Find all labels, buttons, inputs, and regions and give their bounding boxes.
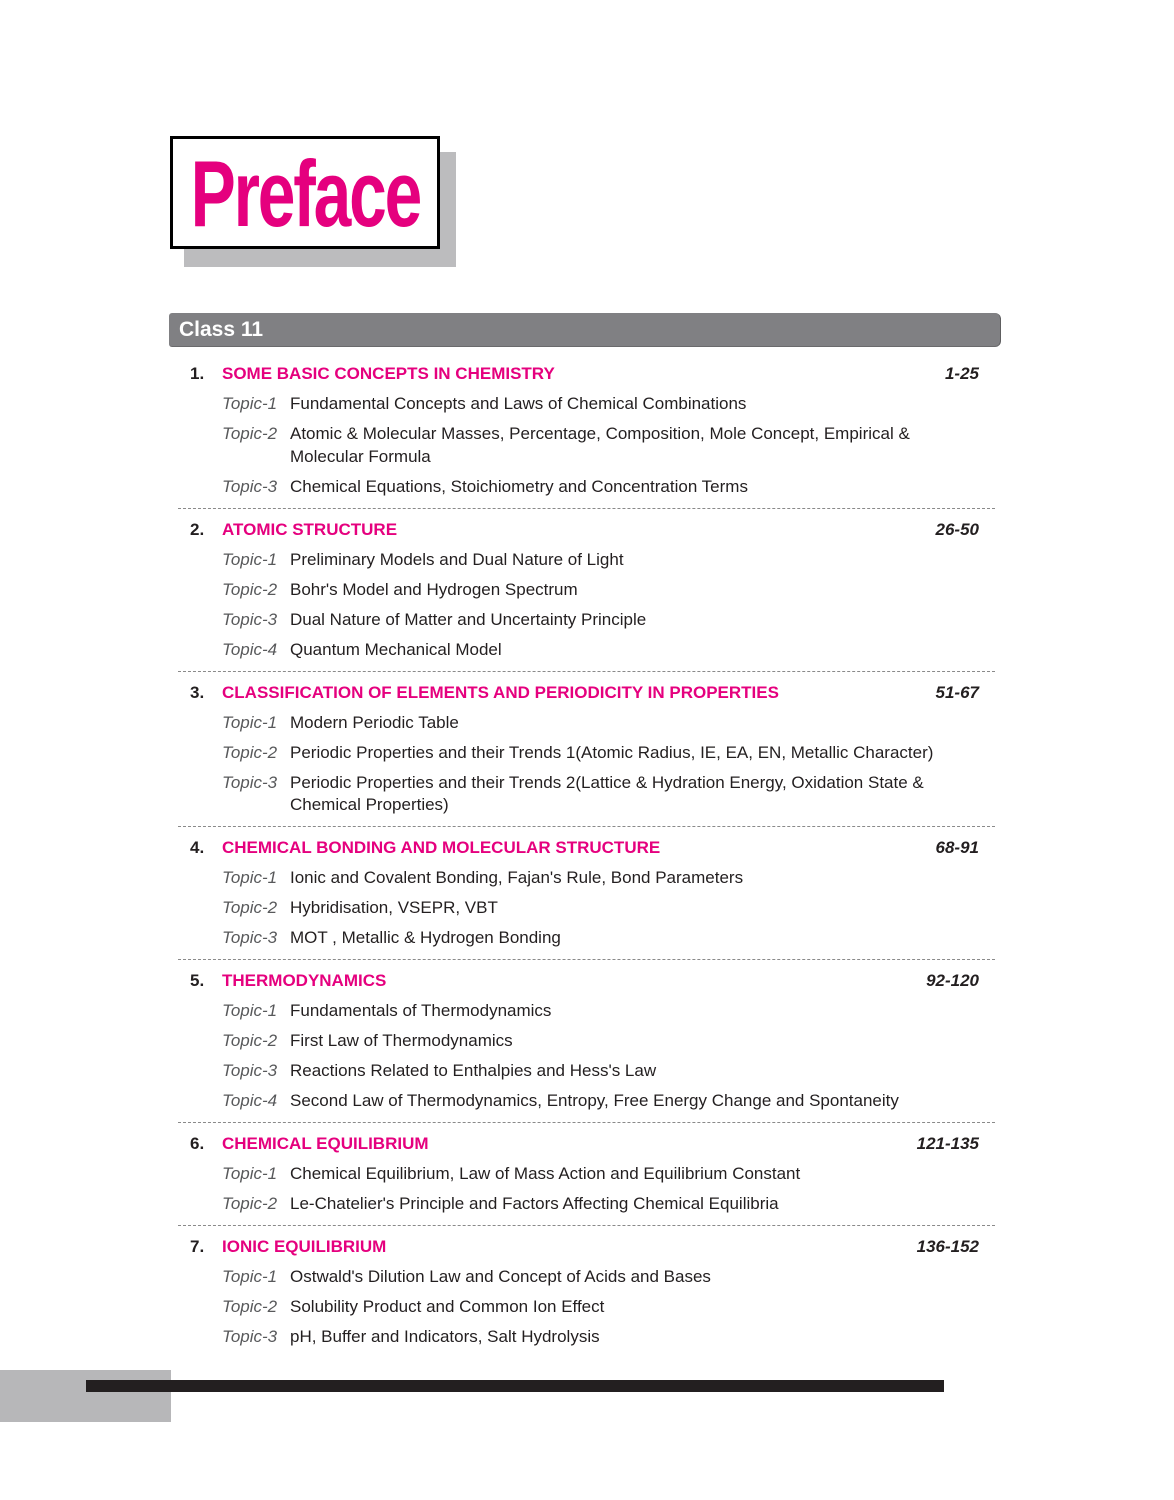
topic-row xyxy=(178,768,995,821)
topic-label: Topic-1 xyxy=(222,1267,278,1286)
chapter-heading xyxy=(178,1232,995,1262)
chapter-number xyxy=(162,833,222,863)
chapter-number-text: 4. xyxy=(190,838,205,857)
topic-title[interactable]: Atomic & Molecular Masses, Percentage, Composition, Mole Concept, Empirical & Molecular Formula xyxy=(290,424,910,466)
topic-label: Topic-1 xyxy=(222,394,278,413)
topic-label: Topic-2 xyxy=(222,1297,278,1316)
chapter-number xyxy=(162,678,222,708)
topic-row xyxy=(178,708,995,738)
chapter-entry xyxy=(178,359,995,509)
topic-row xyxy=(178,1262,995,1292)
chapter-entry xyxy=(178,515,995,672)
chapter-number-text: 6. xyxy=(190,1134,205,1153)
topic-row xyxy=(178,738,995,768)
topic-title[interactable]: Ostwald's Dilution Law and Concept of Acids and Bases xyxy=(290,1267,711,1286)
topic-title[interactable]: Reactions Related to Enthalpies and Hess's Law xyxy=(290,1061,657,1080)
chapter-number xyxy=(162,359,222,389)
topic-title[interactable]: Fundamental Concepts and Laws of Chemical Combinations xyxy=(290,394,747,413)
chapter-heading xyxy=(178,678,995,708)
chapter-number-text: 1. xyxy=(190,364,205,383)
chapter-title[interactable]: IONIC EQUILIBRIUM xyxy=(222,1237,387,1256)
topic-label: Topic-1 xyxy=(222,868,278,887)
chapter-number xyxy=(162,966,222,996)
topic-row xyxy=(178,1292,995,1322)
chapter-number xyxy=(162,1129,222,1159)
topic-label: Topic-4 xyxy=(222,639,278,659)
topic-row xyxy=(178,1026,995,1056)
topic-title[interactable]: Bohr's Model and Hydrogen Spectrum xyxy=(290,579,578,599)
topic-label: Topic-2 xyxy=(222,1031,278,1050)
chapter-page-range: 121-135 xyxy=(916,1134,979,1153)
chapter-title[interactable]: CHEMICAL BONDING AND MOLECULAR STRUCTURE xyxy=(222,838,661,857)
topic-row xyxy=(178,1189,995,1219)
topic-title[interactable]: Periodic Properties and their Trends 1(Atomic Radius, IE, EA, EN, Metallic Character) xyxy=(290,742,934,762)
chapter-page-range: 51-67 xyxy=(935,682,979,702)
topic-title[interactable]: Quantum Mechanical Model xyxy=(290,639,502,659)
chapter-heading xyxy=(178,359,995,389)
chapter-number xyxy=(162,515,222,545)
chapter-title[interactable]: SOME BASIC CONCEPTS IN CHEMISTRY xyxy=(222,364,555,383)
chapter-number-text: 5. xyxy=(190,971,205,990)
topic-label: Topic-3 xyxy=(222,772,278,792)
footer-gray-block xyxy=(0,1370,171,1422)
topic-title[interactable]: Le-Chatelier's Principle and Factors Affecting Chemical Equilibria xyxy=(290,1194,779,1213)
topic-title[interactable]: Second Law of Thermodynamics, Entropy, Free Energy Change and Spontaneity xyxy=(290,1091,899,1110)
chapter-number xyxy=(162,1232,222,1262)
topic-row xyxy=(178,1159,995,1189)
topic-title[interactable]: Preliminary Models and Dual Nature of Light xyxy=(290,549,624,569)
chapter-entry xyxy=(178,678,995,828)
topic-row xyxy=(178,1322,995,1352)
topic-label: Topic-1 xyxy=(222,1001,278,1020)
chapter-number-text: 7. xyxy=(190,1237,205,1256)
topic-title[interactable]: Chemical Equilibrium, Law of Mass Action and Equilibrium Constant xyxy=(290,1164,801,1183)
topic-title[interactable]: Chemical Equations, Stoichiometry and Concentration Terms xyxy=(290,476,748,496)
topic-row xyxy=(178,996,995,1026)
topic-label: Topic-2 xyxy=(222,579,278,599)
chapter-number-text: 2. xyxy=(190,519,205,539)
page-title: Preface xyxy=(190,140,420,246)
chapter-entry xyxy=(178,966,995,1123)
topic-title[interactable]: Periodic Properties and their Trends 2(Lattice & Hydration Energy, Oxidation State & Chemical Properties) xyxy=(290,772,924,814)
chapter-page-range: 1-25 xyxy=(944,364,979,383)
topic-row xyxy=(178,472,995,502)
chapter-page-range: 92-120 xyxy=(926,971,979,990)
topic-row xyxy=(178,635,995,665)
topic-label: Topic-3 xyxy=(222,476,278,496)
topic-row xyxy=(178,575,995,605)
topic-row xyxy=(178,1056,995,1086)
preface-title-block xyxy=(170,136,440,249)
chapter-heading xyxy=(178,833,995,863)
footer-rule xyxy=(86,1380,944,1392)
table-of-contents xyxy=(178,359,995,1364)
topic-label: Topic-3 xyxy=(222,609,278,629)
topic-row xyxy=(178,605,995,635)
topic-row xyxy=(178,1086,995,1116)
topic-title[interactable]: Fundamentals of Thermodynamics xyxy=(290,1001,552,1020)
topic-label: Topic-2 xyxy=(222,424,278,443)
chapter-title[interactable]: THERMODYNAMICS xyxy=(222,971,387,990)
chapter-page-range: 26-50 xyxy=(935,519,979,539)
chapter-title[interactable]: CLASSIFICATION OF ELEMENTS AND PERIODICITY IN PROPERTIES xyxy=(222,682,779,702)
chapter-heading xyxy=(178,1129,995,1159)
topic-label: Topic-2 xyxy=(222,742,278,762)
topic-label: Topic-2 xyxy=(222,898,278,917)
topic-label: Topic-3 xyxy=(222,1061,278,1080)
topic-title[interactable]: pH, Buffer and Indicators, Salt Hydrolysis xyxy=(290,1327,600,1346)
topic-label: Topic-1 xyxy=(222,1164,278,1183)
topic-row xyxy=(178,863,995,893)
title-box xyxy=(170,136,440,249)
section-label: Class 11 xyxy=(179,318,264,341)
topic-row xyxy=(178,419,995,472)
topic-title[interactable]: MOT , Metallic & Hydrogen Bonding xyxy=(290,928,561,947)
chapter-title[interactable]: CHEMICAL EQUILIBRIUM xyxy=(222,1134,429,1153)
chapter-page-range: 68-91 xyxy=(935,838,979,857)
topic-row xyxy=(178,389,995,419)
topic-title[interactable]: Solubility Product and Common Ion Effect xyxy=(290,1297,605,1316)
chapter-number-text: 3. xyxy=(190,682,205,702)
chapter-heading xyxy=(178,515,995,545)
topic-row xyxy=(178,545,995,575)
topic-title[interactable]: Ionic and Covalent Bonding, Fajan's Rule, Bond Parameters xyxy=(290,868,744,887)
chapter-heading xyxy=(178,966,995,996)
topic-label: Topic-3 xyxy=(222,928,278,947)
topic-label: Topic-3 xyxy=(222,1327,278,1346)
section-header-bar xyxy=(169,313,1001,347)
chapter-page-range: 136-152 xyxy=(916,1237,979,1256)
topic-title[interactable]: First Law of Thermodynamics xyxy=(290,1031,513,1050)
topic-label: Topic-1 xyxy=(222,549,278,569)
topic-title[interactable]: Hybridisation, VSEPR, VBT xyxy=(290,898,498,917)
topic-label: Topic-1 xyxy=(222,712,278,732)
topic-title[interactable]: Modern Periodic Table xyxy=(290,712,459,732)
topic-row xyxy=(178,923,995,953)
topic-label: Topic-4 xyxy=(222,1091,278,1110)
chapter-entry xyxy=(178,1232,995,1358)
chapter-entry xyxy=(178,1129,995,1226)
topic-row xyxy=(178,893,995,923)
chapter-entry xyxy=(178,833,995,960)
topic-title[interactable]: Dual Nature of Matter and Uncertainty Principle xyxy=(290,609,647,629)
chapter-title[interactable]: ATOMIC STRUCTURE xyxy=(222,519,398,539)
topic-label: Topic-2 xyxy=(222,1194,278,1213)
